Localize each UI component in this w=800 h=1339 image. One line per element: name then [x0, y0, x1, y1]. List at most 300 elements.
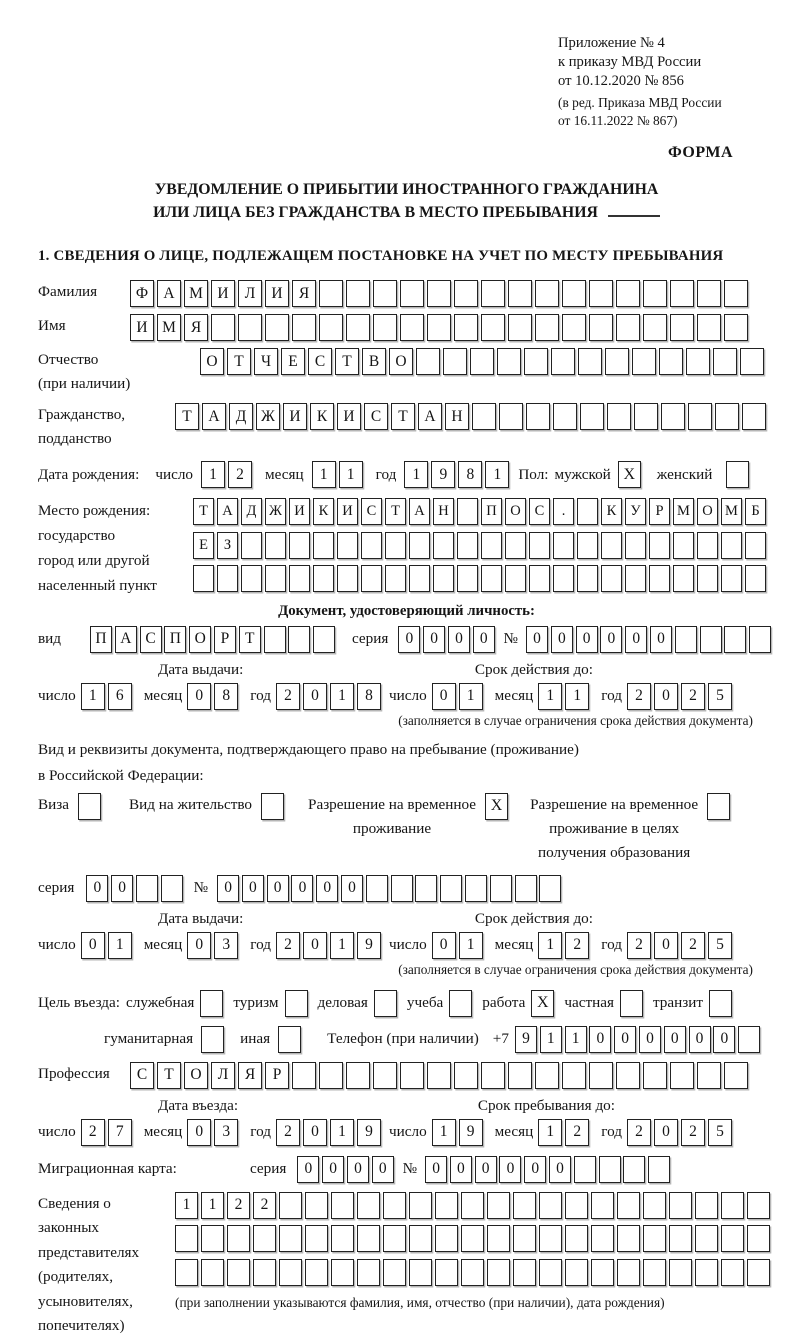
char-cell[interactable]: Б: [745, 498, 766, 525]
purpose-official-checkbox[interactable]: [200, 990, 223, 1017]
char-cell[interactable]: Т: [239, 626, 261, 653]
char-cell[interactable]: [565, 1225, 588, 1252]
char-cell[interactable]: [253, 1225, 276, 1252]
temporary-residence-checkbox[interactable]: X: [485, 793, 508, 820]
gender-female-checkbox[interactable]: [726, 461, 749, 488]
char-cell[interactable]: З: [217, 532, 238, 559]
char-cell[interactable]: [625, 532, 646, 559]
char-cell[interactable]: 0: [499, 1156, 521, 1183]
char-cell[interactable]: 0: [614, 1026, 636, 1053]
char-cell[interactable]: [481, 314, 505, 341]
char-cell[interactable]: 0: [86, 875, 108, 902]
char-cell[interactable]: П: [164, 626, 186, 653]
char-cell[interactable]: 1: [540, 1026, 562, 1053]
char-cell[interactable]: Т: [335, 348, 359, 375]
char-cell[interactable]: [409, 1225, 432, 1252]
char-cell[interactable]: 0: [600, 626, 622, 653]
char-cell[interactable]: [562, 1062, 586, 1089]
char-cell[interactable]: 0: [689, 1026, 711, 1053]
char-cell[interactable]: Р: [214, 626, 236, 653]
char-cell[interactable]: [616, 314, 640, 341]
char-cell[interactable]: [465, 875, 487, 902]
char-cell[interactable]: [669, 1192, 692, 1219]
char-cell[interactable]: Т: [157, 1062, 181, 1089]
char-cell[interactable]: 8: [458, 461, 482, 488]
char-cell[interactable]: [373, 314, 397, 341]
char-cell[interactable]: 1: [432, 1119, 456, 1146]
char-cell[interactable]: А: [217, 498, 238, 525]
char-cell[interactable]: 9: [357, 932, 381, 959]
char-cell[interactable]: 1: [404, 461, 428, 488]
char-cell[interactable]: 0: [187, 1119, 211, 1146]
char-cell[interactable]: 0: [432, 683, 456, 710]
char-cell[interactable]: И: [283, 403, 307, 430]
char-cell[interactable]: [742, 403, 766, 430]
char-cell[interactable]: Т: [391, 403, 415, 430]
char-cell[interactable]: Е: [193, 532, 214, 559]
char-cell[interactable]: 0: [425, 1156, 447, 1183]
char-cell[interactable]: [357, 1225, 380, 1252]
char-cell[interactable]: [241, 532, 262, 559]
char-cell[interactable]: [357, 1259, 380, 1286]
char-cell[interactable]: М: [721, 498, 742, 525]
char-cell[interactable]: [361, 532, 382, 559]
char-cell[interactable]: 0: [111, 875, 133, 902]
char-cell[interactable]: Н: [433, 498, 454, 525]
char-cell[interactable]: [724, 1062, 748, 1089]
char-cell[interactable]: 2: [253, 1192, 276, 1219]
char-cell[interactable]: [457, 565, 478, 592]
char-cell[interactable]: [337, 565, 358, 592]
char-cell[interactable]: [470, 348, 494, 375]
char-cell[interactable]: [577, 498, 598, 525]
char-cell[interactable]: Р: [649, 498, 670, 525]
char-cell[interactable]: [201, 1225, 224, 1252]
char-cell[interactable]: 1: [565, 683, 589, 710]
char-cell[interactable]: 0: [303, 683, 327, 710]
char-cell[interactable]: 0: [549, 1156, 571, 1183]
char-cell[interactable]: 0: [654, 683, 678, 710]
char-cell[interactable]: [313, 532, 334, 559]
char-cell[interactable]: [670, 1062, 694, 1089]
char-cell[interactable]: С: [529, 498, 550, 525]
char-cell[interactable]: [643, 280, 667, 307]
char-cell[interactable]: [616, 1062, 640, 1089]
char-cell[interactable]: Е: [281, 348, 305, 375]
char-cell[interactable]: [745, 565, 766, 592]
char-cell[interactable]: 1: [459, 683, 483, 710]
char-cell[interactable]: [305, 1225, 328, 1252]
char-cell[interactable]: [551, 348, 575, 375]
char-cell[interactable]: О: [189, 626, 211, 653]
char-cell[interactable]: [695, 1259, 718, 1286]
char-cell[interactable]: 0: [297, 1156, 319, 1183]
char-cell[interactable]: Н: [445, 403, 469, 430]
char-cell[interactable]: [713, 348, 737, 375]
char-cell[interactable]: [481, 532, 502, 559]
char-cell[interactable]: [539, 1259, 562, 1286]
char-cell[interactable]: 9: [357, 1119, 381, 1146]
char-cell[interactable]: [697, 532, 718, 559]
char-cell[interactable]: [591, 1259, 614, 1286]
char-cell[interactable]: [515, 875, 537, 902]
char-cell[interactable]: [724, 280, 748, 307]
char-cell[interactable]: [670, 314, 694, 341]
char-cell[interactable]: [643, 1192, 666, 1219]
char-cell[interactable]: К: [310, 403, 334, 430]
char-cell[interactable]: [686, 348, 710, 375]
char-cell[interactable]: [535, 314, 559, 341]
char-cell[interactable]: 2: [565, 1119, 589, 1146]
char-cell[interactable]: О: [697, 498, 718, 525]
char-cell[interactable]: [740, 348, 764, 375]
char-cell[interactable]: [289, 565, 310, 592]
char-cell[interactable]: [697, 565, 718, 592]
char-cell[interactable]: [175, 1259, 198, 1286]
char-cell[interactable]: [508, 1062, 532, 1089]
char-cell[interactable]: 0: [187, 932, 211, 959]
char-cell[interactable]: М: [184, 280, 208, 307]
purpose-private-checkbox[interactable]: [620, 990, 643, 1017]
char-cell[interactable]: 0: [187, 683, 211, 710]
char-cell[interactable]: [505, 532, 526, 559]
char-cell[interactable]: 1: [175, 1192, 198, 1219]
char-cell[interactable]: С: [361, 498, 382, 525]
char-cell[interactable]: [454, 280, 478, 307]
char-cell[interactable]: И: [289, 498, 310, 525]
char-cell[interactable]: [457, 498, 478, 525]
char-cell[interactable]: А: [409, 498, 430, 525]
char-cell[interactable]: С: [130, 1062, 154, 1089]
char-cell[interactable]: [721, 1259, 744, 1286]
char-cell[interactable]: [400, 314, 424, 341]
char-cell[interactable]: [539, 875, 561, 902]
char-cell[interactable]: [670, 280, 694, 307]
purpose-transit-checkbox[interactable]: [709, 990, 732, 1017]
char-cell[interactable]: 2: [681, 683, 705, 710]
char-cell[interactable]: [643, 314, 667, 341]
char-cell[interactable]: [265, 532, 286, 559]
char-cell[interactable]: С: [140, 626, 162, 653]
char-cell[interactable]: [461, 1259, 484, 1286]
char-cell[interactable]: 5: [708, 1119, 732, 1146]
char-cell[interactable]: 0: [432, 932, 456, 959]
char-cell[interactable]: 0: [713, 1026, 735, 1053]
char-cell[interactable]: [409, 565, 430, 592]
char-cell[interactable]: [524, 348, 548, 375]
char-cell[interactable]: [211, 314, 235, 341]
char-cell[interactable]: Л: [238, 280, 262, 307]
char-cell[interactable]: 0: [217, 875, 239, 902]
char-cell[interactable]: 5: [708, 932, 732, 959]
char-cell[interactable]: [513, 1225, 536, 1252]
char-cell[interactable]: [454, 1062, 478, 1089]
char-cell[interactable]: [669, 1225, 692, 1252]
char-cell[interactable]: 1: [538, 683, 562, 710]
purpose-other-checkbox[interactable]: [278, 1026, 301, 1053]
char-cell[interactable]: [643, 1225, 666, 1252]
char-cell[interactable]: 0: [267, 875, 289, 902]
char-cell[interactable]: [617, 1192, 640, 1219]
char-cell[interactable]: 2: [228, 461, 252, 488]
char-cell[interactable]: 7: [108, 1119, 132, 1146]
char-cell[interactable]: [634, 403, 658, 430]
visa-checkbox[interactable]: [78, 793, 101, 820]
char-cell[interactable]: [227, 1225, 250, 1252]
char-cell[interactable]: 2: [627, 1119, 651, 1146]
char-cell[interactable]: [562, 280, 586, 307]
char-cell[interactable]: Т: [385, 498, 406, 525]
char-cell[interactable]: [605, 348, 629, 375]
char-cell[interactable]: 1: [330, 932, 354, 959]
char-cell[interactable]: [288, 626, 310, 653]
purpose-study-checkbox[interactable]: [449, 990, 472, 1017]
char-cell[interactable]: 0: [398, 626, 420, 653]
char-cell[interactable]: [508, 280, 532, 307]
char-cell[interactable]: 5: [708, 683, 732, 710]
char-cell[interactable]: 1: [538, 932, 562, 959]
char-cell[interactable]: Я: [238, 1062, 262, 1089]
char-cell[interactable]: [391, 875, 413, 902]
char-cell[interactable]: 1: [81, 683, 105, 710]
char-cell[interactable]: 0: [664, 1026, 686, 1053]
char-cell[interactable]: Т: [175, 403, 199, 430]
char-cell[interactable]: [435, 1192, 458, 1219]
char-cell[interactable]: [457, 532, 478, 559]
char-cell[interactable]: 2: [627, 932, 651, 959]
char-cell[interactable]: [591, 1192, 614, 1219]
char-cell[interactable]: 2: [627, 683, 651, 710]
char-cell[interactable]: [661, 403, 685, 430]
char-cell[interactable]: [217, 565, 238, 592]
char-cell[interactable]: [409, 532, 430, 559]
char-cell[interactable]: [331, 1259, 354, 1286]
char-cell[interactable]: [589, 280, 613, 307]
purpose-humanitarian-checkbox[interactable]: [201, 1026, 224, 1053]
char-cell[interactable]: [319, 1062, 343, 1089]
char-cell[interactable]: 0: [423, 626, 445, 653]
char-cell[interactable]: 1: [339, 461, 363, 488]
char-cell[interactable]: [289, 532, 310, 559]
char-cell[interactable]: 0: [654, 932, 678, 959]
char-cell[interactable]: [481, 565, 502, 592]
char-cell[interactable]: [721, 1225, 744, 1252]
char-cell[interactable]: [649, 532, 670, 559]
char-cell[interactable]: П: [481, 498, 502, 525]
gender-male-checkbox[interactable]: X: [618, 461, 641, 488]
char-cell[interactable]: [508, 314, 532, 341]
char-cell[interactable]: 2: [276, 932, 300, 959]
char-cell[interactable]: [589, 314, 613, 341]
char-cell[interactable]: 0: [639, 1026, 661, 1053]
char-cell[interactable]: [738, 1026, 760, 1053]
char-cell[interactable]: К: [313, 498, 334, 525]
char-cell[interactable]: В: [362, 348, 386, 375]
char-cell[interactable]: 0: [322, 1156, 344, 1183]
char-cell[interactable]: 0: [448, 626, 470, 653]
char-cell[interactable]: 0: [450, 1156, 472, 1183]
char-cell[interactable]: [553, 403, 577, 430]
char-cell[interactable]: [675, 626, 697, 653]
char-cell[interactable]: [264, 626, 286, 653]
char-cell[interactable]: [292, 1062, 316, 1089]
char-cell[interactable]: 1: [201, 1192, 224, 1219]
char-cell[interactable]: 2: [681, 932, 705, 959]
char-cell[interactable]: [385, 565, 406, 592]
char-cell[interactable]: [175, 1225, 198, 1252]
char-cell[interactable]: [747, 1259, 770, 1286]
char-cell[interactable]: [562, 314, 586, 341]
char-cell[interactable]: 1: [538, 1119, 562, 1146]
char-cell[interactable]: [337, 532, 358, 559]
char-cell[interactable]: [443, 348, 467, 375]
char-cell[interactable]: [616, 280, 640, 307]
char-cell[interactable]: И: [337, 403, 361, 430]
char-cell[interactable]: [539, 1192, 562, 1219]
char-cell[interactable]: [673, 565, 694, 592]
char-cell[interactable]: 9: [431, 461, 455, 488]
char-cell[interactable]: 0: [473, 626, 495, 653]
char-cell[interactable]: [313, 626, 335, 653]
char-cell[interactable]: [721, 532, 742, 559]
char-cell[interactable]: .: [553, 498, 574, 525]
char-cell[interactable]: 1: [459, 932, 483, 959]
char-cell[interactable]: [435, 1259, 458, 1286]
char-cell[interactable]: А: [157, 280, 181, 307]
temporary-residence-education-checkbox[interactable]: [707, 793, 730, 820]
char-cell[interactable]: [749, 626, 771, 653]
char-cell[interactable]: И: [265, 280, 289, 307]
char-cell[interactable]: [659, 348, 683, 375]
char-cell[interactable]: [346, 280, 370, 307]
char-cell[interactable]: [697, 314, 721, 341]
char-cell[interactable]: [409, 1259, 432, 1286]
char-cell[interactable]: [724, 314, 748, 341]
char-cell[interactable]: А: [202, 403, 226, 430]
char-cell[interactable]: О: [389, 348, 413, 375]
char-cell[interactable]: [346, 314, 370, 341]
char-cell[interactable]: 1: [330, 1119, 354, 1146]
char-cell[interactable]: [497, 348, 521, 375]
char-cell[interactable]: [700, 626, 722, 653]
char-cell[interactable]: [373, 280, 397, 307]
char-cell[interactable]: 0: [347, 1156, 369, 1183]
char-cell[interactable]: Д: [229, 403, 253, 430]
char-cell[interactable]: И: [211, 280, 235, 307]
char-cell[interactable]: [472, 403, 496, 430]
char-cell[interactable]: [400, 1062, 424, 1089]
char-cell[interactable]: [409, 1192, 432, 1219]
char-cell[interactable]: [433, 565, 454, 592]
char-cell[interactable]: [695, 1225, 718, 1252]
char-cell[interactable]: Ф: [130, 280, 154, 307]
char-cell[interactable]: [227, 1259, 250, 1286]
char-cell[interactable]: [499, 403, 523, 430]
char-cell[interactable]: [461, 1192, 484, 1219]
char-cell[interactable]: [383, 1225, 406, 1252]
char-cell[interactable]: [279, 1192, 302, 1219]
char-cell[interactable]: 0: [242, 875, 264, 902]
char-cell[interactable]: [427, 314, 451, 341]
char-cell[interactable]: [574, 1156, 596, 1183]
char-cell[interactable]: Ж: [256, 403, 280, 430]
char-cell[interactable]: [305, 1259, 328, 1286]
char-cell[interactable]: [601, 565, 622, 592]
char-cell[interactable]: [577, 532, 598, 559]
char-cell[interactable]: 0: [576, 626, 598, 653]
char-cell[interactable]: [385, 532, 406, 559]
char-cell[interactable]: [136, 875, 158, 902]
char-cell[interactable]: [513, 1192, 536, 1219]
char-cell[interactable]: И: [130, 314, 154, 341]
char-cell[interactable]: 2: [565, 932, 589, 959]
char-cell[interactable]: [373, 1062, 397, 1089]
char-cell[interactable]: [724, 626, 746, 653]
char-cell[interactable]: Л: [211, 1062, 235, 1089]
char-cell[interactable]: Т: [193, 498, 214, 525]
char-cell[interactable]: [591, 1225, 614, 1252]
char-cell[interactable]: 9: [515, 1026, 537, 1053]
char-cell[interactable]: [292, 314, 316, 341]
char-cell[interactable]: [313, 565, 334, 592]
char-cell[interactable]: И: [337, 498, 358, 525]
char-cell[interactable]: [578, 348, 602, 375]
char-cell[interactable]: [513, 1259, 536, 1286]
char-cell[interactable]: О: [505, 498, 526, 525]
char-cell[interactable]: [553, 532, 574, 559]
char-cell[interactable]: [305, 1192, 328, 1219]
char-cell[interactable]: 3: [214, 1119, 238, 1146]
char-cell[interactable]: А: [418, 403, 442, 430]
char-cell[interactable]: [481, 1062, 505, 1089]
char-cell[interactable]: [526, 403, 550, 430]
char-cell[interactable]: [319, 314, 343, 341]
char-cell[interactable]: М: [673, 498, 694, 525]
char-cell[interactable]: 0: [291, 875, 313, 902]
char-cell[interactable]: [490, 875, 512, 902]
char-cell[interactable]: [331, 1225, 354, 1252]
char-cell[interactable]: [253, 1259, 276, 1286]
char-cell[interactable]: 3: [214, 932, 238, 959]
char-cell[interactable]: 9: [459, 1119, 483, 1146]
char-cell[interactable]: Я: [292, 280, 316, 307]
char-cell[interactable]: 0: [303, 932, 327, 959]
char-cell[interactable]: [481, 280, 505, 307]
char-cell[interactable]: [565, 1259, 588, 1286]
char-cell[interactable]: С: [308, 348, 332, 375]
char-cell[interactable]: [617, 1259, 640, 1286]
char-cell[interactable]: Т: [227, 348, 251, 375]
char-cell[interactable]: Ч: [254, 348, 278, 375]
char-cell[interactable]: [366, 875, 388, 902]
char-cell[interactable]: [565, 1192, 588, 1219]
char-cell[interactable]: [607, 403, 631, 430]
char-cell[interactable]: [697, 280, 721, 307]
char-cell[interactable]: [617, 1225, 640, 1252]
char-cell[interactable]: 0: [372, 1156, 394, 1183]
char-cell[interactable]: [529, 565, 550, 592]
char-cell[interactable]: К: [601, 498, 622, 525]
char-cell[interactable]: [747, 1225, 770, 1252]
char-cell[interactable]: [487, 1225, 510, 1252]
purpose-work-checkbox[interactable]: X: [531, 990, 554, 1017]
char-cell[interactable]: [535, 280, 559, 307]
char-cell[interactable]: [697, 1062, 721, 1089]
char-cell[interactable]: [643, 1062, 667, 1089]
char-cell[interactable]: Р: [265, 1062, 289, 1089]
char-cell[interactable]: [279, 1259, 302, 1286]
char-cell[interactable]: [673, 532, 694, 559]
